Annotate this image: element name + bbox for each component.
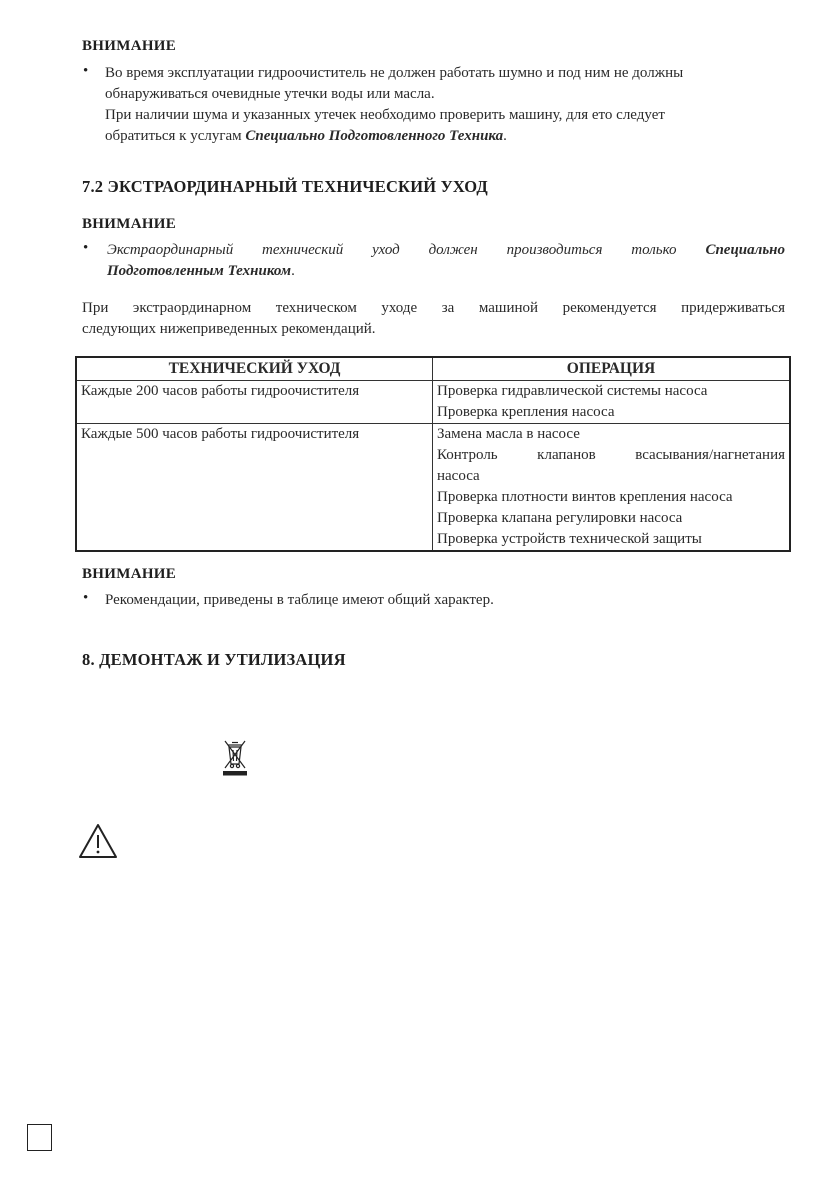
intro-paragraph: [82, 298, 785, 340]
operation-item: Проверка крепления насоса: [437, 404, 615, 420]
attention-bullet-text: [105, 63, 785, 147]
section-title: 7.2 ЭКСТРАОРДИНАРНЫЙ ТЕХНИЧЕСКИЙ УХОД: [82, 177, 488, 196]
operation-cell: [433, 424, 791, 552]
operation-item: насоса: [437, 468, 480, 484]
attention-heading: ВНИМАНИЕ: [82, 566, 177, 582]
text-fragment: обратиться к услугам: [105, 128, 246, 144]
operation-item: Замена масла в насосе: [437, 426, 580, 442]
column-header-maintenance: ТЕХНИЧЕСКИЙ УХОД: [76, 357, 433, 381]
operation-item: Проверка устройств технической защиты: [437, 531, 702, 547]
operation-item: Проверка гидравлической системы насоса: [437, 383, 708, 399]
text-fragment: .: [503, 128, 507, 144]
interval-cell: Каждые 200 часов работы гидроочистителя: [76, 381, 433, 424]
table-header-row: [76, 357, 790, 381]
emphasis-text: Подготовленным Техником: [107, 263, 292, 279]
bullet-dot: •: [83, 63, 89, 79]
operation-item: Проверка плотности винтов крепления насоса: [437, 489, 733, 505]
emphasis-text: Специально: [705, 242, 786, 258]
attention-heading: ВНИМАНИЕ: [82, 38, 177, 54]
operation-item: Контроль клапанов всасывания/нагнетания: [437, 447, 785, 463]
interval-cell: Каждые 500 часов работы гидроочистителя: [76, 424, 433, 552]
text-line: следующих нижеприведенных рекомендаций.: [82, 321, 376, 337]
operation-item: Проверка клапана регулировки насоса: [437, 510, 683, 526]
maintenance-table: [75, 356, 791, 552]
text-line: При экстраординарном техническом уходе за машиной рекомендуется придерживаться: [82, 300, 785, 316]
attention-bullet-text: Рекомендации, приведены в таблице имеют общий характер.: [105, 592, 494, 608]
text-fragment: .: [291, 263, 295, 279]
column-header-operation: ОПЕРАЦИЯ: [433, 357, 791, 381]
page-number-box: [27, 1124, 52, 1151]
section-title: 8. ДЕМОНТАЖ И УТИЛИЗАЦИЯ: [82, 650, 346, 669]
bullet-dot: •: [83, 590, 89, 606]
text-line: [107, 240, 785, 261]
table-row: [76, 424, 790, 552]
operation-cell: [433, 381, 791, 424]
text-line: [107, 261, 785, 282]
text-line: Во время эксплуатации гидроочиститель не должен работать шумно и под ним не должны: [105, 65, 684, 81]
table-row: [76, 381, 790, 424]
text-line: При наличии шума и указанных утечек необходимо проверить машину, для ето следует: [105, 107, 665, 123]
italic-text: Экстраординарный технический уход должен производиться только: [107, 242, 677, 258]
warning-triangle-icon: [78, 823, 118, 859]
crossed-out-wheelie-bin-icon: [222, 739, 248, 777]
text-line: [105, 126, 785, 147]
bullet-dot: •: [83, 240, 89, 256]
text-line: обнаруживаться очевидные утечки воды или масла.: [105, 86, 435, 102]
attention-bullet-text: [107, 240, 785, 282]
emphasis-text: Специально Подготовленного Техника: [245, 128, 504, 144]
attention-heading: ВНИМАНИЕ: [82, 216, 177, 232]
